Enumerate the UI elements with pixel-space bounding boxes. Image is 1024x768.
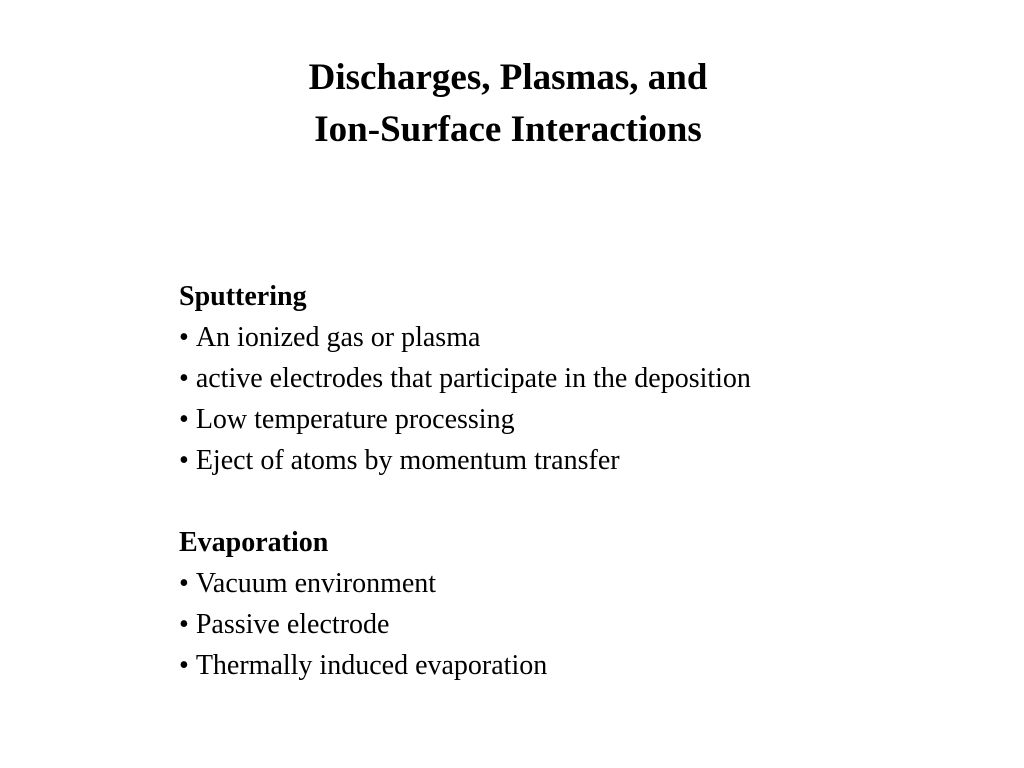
bullet-item: • An ionized gas or plasma	[179, 317, 939, 358]
slide-title-line-1: Discharges, Plasmas, and	[308, 57, 708, 98]
bullet-item: • Passive electrode	[179, 604, 939, 645]
slide-title	[0, 52, 1016, 156]
bullet-item: • active electrodes that participate in the deposition	[179, 358, 939, 399]
section-heading-evaporation: Evaporation	[179, 527, 329, 558]
bullet-item: • Low temperature processing	[179, 399, 939, 440]
section-sputtering	[179, 276, 939, 481]
bullet-item: • Eject of atoms by momentum transfer	[179, 440, 939, 481]
slide-body	[179, 276, 939, 686]
section-evaporation	[179, 522, 939, 686]
bullet-item: • Vacuum environment	[179, 563, 939, 604]
bullet-list-evaporation	[179, 563, 939, 686]
bullet-item: • Thermally induced evaporation	[179, 645, 939, 686]
slide-title-line-2: Ion-Surface Interactions	[314, 109, 702, 150]
section-heading-sputtering: Sputtering	[179, 281, 307, 312]
bullet-list-sputtering	[179, 317, 939, 481]
